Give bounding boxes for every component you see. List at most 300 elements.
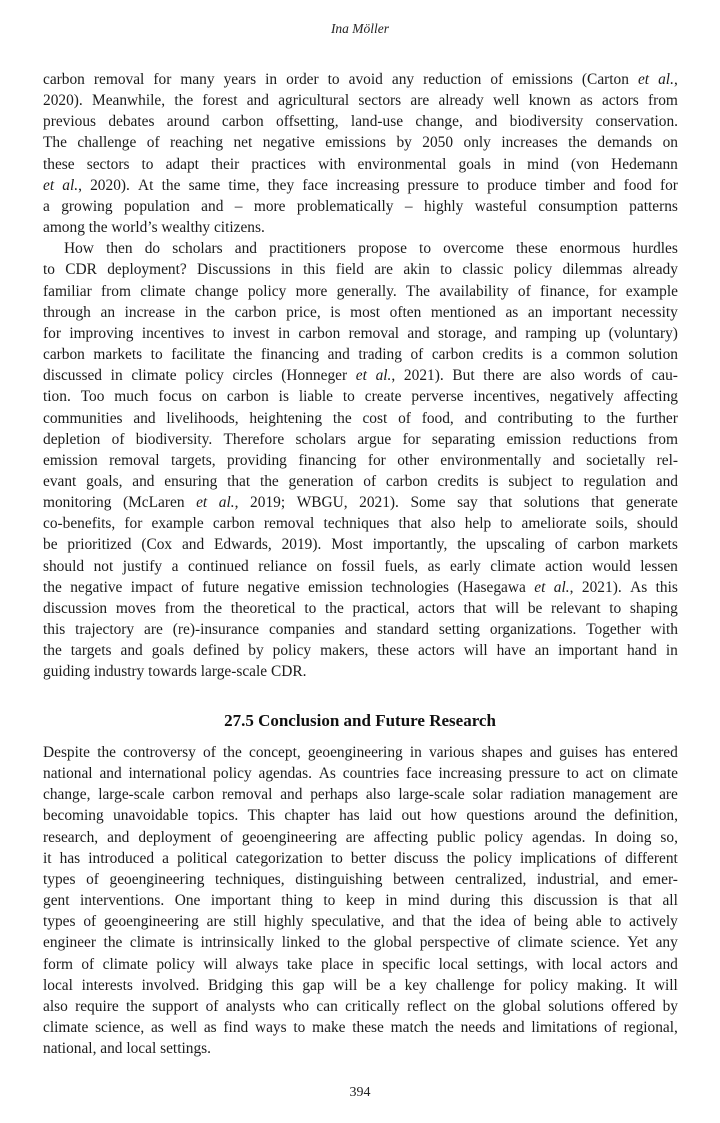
word: of	[398, 409, 411, 427]
word: well	[492, 92, 520, 110]
text-line	[43, 640, 678, 661]
text-line	[43, 954, 678, 975]
word: of	[604, 849, 618, 867]
word: solutions	[548, 997, 604, 1015]
word: of	[203, 744, 216, 761]
word: analysts	[225, 997, 276, 1015]
word: to	[440, 261, 453, 279]
word: 2021).	[581, 578, 622, 596]
word: to	[419, 240, 432, 258]
word: incentives,	[473, 388, 540, 406]
word: to	[467, 176, 479, 194]
word: in	[503, 155, 516, 173]
word: so,	[660, 828, 678, 846]
word: shaping	[629, 599, 678, 617]
word: key	[404, 976, 427, 994]
word: financing	[298, 451, 357, 469]
word: Most	[331, 536, 363, 554]
text-line	[43, 534, 678, 555]
word: Together	[586, 621, 641, 639]
word: of	[497, 934, 511, 952]
word: that	[591, 494, 615, 512]
word: is	[608, 892, 619, 910]
word: large-scale	[98, 786, 165, 804]
word: important	[552, 303, 612, 321]
text-line	[43, 827, 678, 848]
word: and	[120, 642, 143, 660]
word: ways	[254, 1019, 287, 1037]
word: net	[233, 134, 253, 152]
word: carbon	[43, 71, 85, 88]
word: that	[463, 599, 487, 617]
word: timber	[544, 176, 586, 194]
word: mind	[407, 892, 440, 910]
word: create	[364, 388, 402, 406]
word: dilemmas	[562, 261, 623, 279]
word: interventions.	[80, 892, 165, 910]
text-line	[43, 598, 678, 619]
word: fuels,	[384, 557, 419, 575]
text-line	[43, 556, 678, 577]
text-line	[43, 911, 678, 932]
word: and	[280, 786, 303, 804]
word: fossil	[341, 557, 375, 575]
word: deployment	[138, 828, 212, 846]
word: with	[536, 955, 564, 973]
word: global	[373, 934, 413, 952]
word: –	[404, 197, 413, 215]
word: speculative,	[311, 913, 385, 931]
word: emission	[506, 430, 562, 448]
word: more	[295, 282, 328, 300]
word: tion.	[43, 388, 71, 406]
section-heading-conclusion: 27.5 Conclusion and Future Research	[224, 711, 496, 730]
word: food,	[421, 409, 454, 427]
word: Meanwhile,	[92, 92, 166, 110]
word: lessen	[640, 557, 678, 575]
word: around	[166, 113, 210, 131]
word: idea	[479, 913, 506, 931]
word: early	[449, 557, 481, 575]
word: But	[452, 367, 475, 385]
word: depletion	[43, 430, 101, 448]
text-line	[43, 805, 678, 826]
word: their	[211, 155, 240, 173]
word: al.,	[553, 578, 574, 596]
word: in	[409, 744, 422, 761]
word: moves	[115, 599, 156, 617]
word: et	[355, 367, 367, 385]
word: goals,	[86, 472, 123, 490]
word: consumption	[538, 197, 618, 215]
word: population	[123, 197, 190, 215]
word: reflect	[407, 997, 447, 1015]
text-line	[43, 450, 678, 471]
word: techniques	[323, 515, 390, 533]
word: incentives	[141, 324, 205, 342]
text-line	[43, 1017, 678, 1038]
word: of	[410, 346, 424, 364]
text-line	[43, 386, 678, 407]
word: better	[350, 849, 386, 867]
word: be	[43, 536, 58, 554]
word: carbon	[298, 324, 341, 342]
word: a	[389, 976, 396, 994]
word: The	[406, 282, 430, 300]
word: research,	[43, 828, 99, 846]
word: on	[453, 997, 470, 1015]
word: to	[212, 324, 225, 342]
word: policy	[213, 765, 252, 783]
word: able	[575, 913, 602, 931]
word: in	[278, 324, 291, 342]
word: ramping	[525, 324, 577, 342]
word: concept,	[248, 744, 301, 761]
word: (Hasegawa	[457, 578, 526, 596]
word: international	[128, 765, 207, 783]
text-line	[43, 429, 678, 450]
word: critically	[345, 997, 400, 1015]
word: ameliorate	[521, 515, 587, 533]
word: also	[550, 367, 575, 385]
word: how	[430, 807, 458, 825]
word: match	[390, 1019, 429, 1037]
word: the	[161, 176, 181, 194]
word: of	[83, 913, 97, 931]
word: liable	[298, 388, 334, 406]
word: and	[655, 955, 678, 973]
word: local	[438, 955, 469, 973]
word: around	[533, 807, 577, 825]
word: increasing	[336, 176, 400, 194]
word: is	[488, 472, 499, 490]
paragraph-forest-agriculture	[43, 69, 678, 238]
word: removal	[221, 786, 273, 804]
word: the	[43, 642, 62, 660]
word: and	[475, 113, 498, 131]
word: they	[267, 176, 295, 194]
word: (McLaren	[122, 494, 185, 512]
word: is	[278, 388, 289, 406]
word: the	[125, 997, 145, 1015]
word: from	[648, 430, 678, 448]
word: scholars	[295, 430, 346, 448]
word: are	[144, 621, 163, 639]
word: carbon	[234, 303, 277, 321]
word: hand	[626, 642, 657, 660]
word: removal	[348, 324, 400, 342]
word: of	[363, 472, 377, 490]
word: and	[655, 472, 678, 490]
word: categorization	[235, 849, 323, 867]
word: be	[527, 599, 543, 617]
word: and	[529, 744, 552, 761]
word: time,	[228, 176, 260, 194]
word: of	[629, 367, 643, 385]
word: that	[227, 472, 251, 490]
word: reduction	[423, 71, 482, 88]
word: policy	[484, 828, 524, 846]
word: to	[150, 346, 163, 364]
word: markets	[629, 536, 678, 554]
word: types	[43, 870, 76, 888]
word: –	[234, 197, 243, 215]
word: circles	[232, 367, 273, 385]
word: et	[43, 176, 55, 194]
word: increase	[124, 303, 176, 321]
word: and	[327, 346, 350, 364]
word: 2050	[422, 134, 454, 152]
word: of	[490, 71, 504, 88]
word: to	[609, 913, 622, 931]
word: to	[342, 388, 355, 406]
section-body-before-conclusion	[43, 69, 678, 683]
word: enormous	[559, 240, 621, 258]
paragraph-overcoming-hurdles	[43, 238, 678, 682]
word: are	[345, 828, 365, 846]
word: any	[391, 71, 415, 88]
word: topics.	[197, 807, 239, 825]
word: chapter	[284, 807, 330, 825]
text-line	[43, 869, 678, 890]
word: mentioned	[430, 303, 496, 321]
word: a	[162, 849, 169, 867]
word: for	[503, 976, 522, 994]
word: removal	[109, 451, 160, 469]
word: be	[365, 976, 381, 994]
word: (voluntary)	[608, 324, 678, 342]
word: doing	[616, 828, 652, 846]
word: up	[584, 324, 601, 342]
word: policy	[513, 261, 553, 279]
word: keep	[345, 892, 375, 910]
word: for	[598, 282, 617, 300]
word: and	[494, 324, 517, 342]
word: soils,	[595, 515, 628, 533]
word: policy	[247, 282, 287, 300]
word: One	[174, 892, 201, 910]
word: with	[650, 621, 678, 639]
word: controversy	[123, 744, 196, 761]
word: perverse	[411, 388, 464, 406]
word: through	[43, 303, 91, 321]
text-line: among the world’s wealthy citizens.	[43, 219, 265, 237]
word: akin	[403, 261, 430, 279]
word: agricultural	[278, 92, 350, 110]
word: not	[93, 557, 114, 575]
word: has	[59, 849, 81, 867]
word: and	[552, 451, 575, 469]
word: reductions	[572, 430, 637, 448]
word: on	[201, 388, 218, 406]
text-line	[43, 848, 678, 869]
word: pressure	[407, 176, 459, 194]
word: with	[318, 155, 346, 173]
word: improving	[69, 324, 134, 342]
word: still	[233, 913, 257, 931]
text-line: national, and local settings.	[43, 1040, 211, 1058]
word: food	[623, 176, 652, 194]
word: this	[655, 578, 678, 596]
word: who	[282, 997, 310, 1015]
word: field	[335, 261, 364, 279]
word: How	[64, 240, 94, 258]
word: storage,	[438, 324, 487, 342]
word: to	[293, 1019, 306, 1037]
word: regional,	[623, 1019, 678, 1037]
word: act	[585, 765, 604, 783]
word: thing	[281, 892, 313, 910]
word: most	[350, 303, 381, 321]
word: carbon	[43, 346, 85, 364]
word: are	[659, 786, 678, 804]
word: are	[374, 261, 394, 279]
word: interests	[81, 976, 133, 994]
word: as	[203, 1019, 217, 1037]
word: will	[333, 976, 358, 994]
word: important	[210, 892, 271, 910]
word: geoengineering	[103, 913, 199, 931]
word: perspective	[419, 934, 490, 952]
word: same	[188, 176, 221, 194]
word: al.,	[375, 367, 396, 385]
word: between	[393, 870, 445, 888]
word: of	[86, 870, 99, 888]
word: trading	[358, 346, 402, 364]
word: al.,	[658, 71, 678, 88]
word: carbon	[212, 515, 255, 533]
word: Hedemann	[611, 155, 678, 173]
word: 2020).	[43, 92, 83, 110]
word: radiation	[510, 786, 565, 804]
word: removal	[93, 71, 145, 88]
word: discussion	[533, 892, 598, 910]
word: Bridging	[208, 976, 263, 994]
text-line	[43, 259, 678, 280]
word: this	[271, 976, 294, 994]
word: growing	[61, 197, 113, 215]
word: this	[500, 892, 523, 910]
word: should	[636, 515, 678, 533]
word: a	[43, 197, 50, 215]
word: argue	[357, 430, 392, 448]
word: familiar	[43, 282, 92, 300]
word: the	[259, 472, 279, 490]
text-line	[43, 996, 678, 1017]
word: the	[332, 409, 352, 427]
word: sectors	[358, 92, 402, 110]
word: challenge	[435, 976, 495, 994]
word: of	[111, 430, 125, 448]
word: an	[534, 642, 550, 660]
word: change	[194, 282, 239, 300]
word: by	[248, 642, 264, 660]
word: carbon	[221, 113, 264, 131]
word: all	[662, 892, 678, 910]
word: as	[579, 92, 593, 110]
word: solutions	[523, 494, 580, 512]
word: the	[223, 744, 242, 761]
word: emissions	[512, 71, 573, 88]
word: policy	[156, 955, 195, 973]
word: political	[177, 849, 228, 867]
word: any	[655, 934, 678, 952]
word: and	[246, 92, 269, 110]
word: also	[430, 515, 456, 533]
word: discussion	[43, 599, 108, 617]
word: to	[327, 71, 340, 88]
word: being	[533, 913, 569, 931]
word: out	[401, 807, 422, 825]
word: practices	[251, 155, 306, 173]
text-line	[43, 471, 678, 492]
running-head-author: Ina Möller	[330, 21, 390, 36]
word: As	[630, 578, 648, 596]
word: livelihoods,	[166, 409, 239, 427]
word: emission	[43, 451, 98, 469]
word: land-use	[350, 113, 404, 131]
word: necessity	[621, 303, 678, 321]
word: geoengineering	[109, 870, 205, 888]
word: avoid	[348, 71, 383, 88]
word: science.	[570, 934, 620, 952]
word: (re)-insurance	[172, 621, 260, 639]
word: implications	[520, 849, 597, 867]
word: and	[234, 240, 257, 258]
text-line	[43, 69, 678, 90]
word: prioritized	[67, 536, 132, 554]
word: 2020).	[90, 176, 130, 194]
word: for	[402, 430, 421, 448]
word: the	[568, 134, 587, 152]
word: goals	[151, 642, 185, 660]
text-line	[43, 975, 678, 996]
word: and	[593, 176, 616, 194]
word: generate	[625, 494, 678, 512]
text-line	[43, 784, 678, 805]
word: an	[100, 303, 116, 321]
word: various	[429, 744, 475, 761]
word: providing	[227, 451, 287, 469]
word: has	[339, 807, 360, 825]
word: carbon	[172, 786, 215, 804]
word: challenge	[77, 134, 137, 152]
word: have	[496, 642, 526, 660]
text-line	[43, 132, 678, 153]
word: affecting	[373, 828, 429, 846]
word: Edwards,	[214, 536, 272, 554]
word: as	[427, 557, 441, 575]
word: et	[637, 71, 650, 88]
word: from	[647, 92, 678, 110]
word: in	[280, 261, 293, 279]
word: 2021).	[359, 494, 399, 512]
word: (Carton	[581, 71, 629, 88]
word: needs	[460, 1019, 496, 1037]
word: practical,	[352, 599, 410, 617]
word: that	[489, 494, 513, 512]
word: of	[517, 282, 531, 300]
word: the	[103, 934, 123, 952]
word: national	[43, 765, 93, 783]
word: from	[164, 599, 195, 617]
word: climate	[102, 955, 148, 973]
word: to	[500, 515, 513, 533]
word: of	[554, 536, 568, 554]
text-line	[43, 154, 678, 175]
text-line	[43, 577, 678, 598]
word: then	[106, 240, 133, 258]
